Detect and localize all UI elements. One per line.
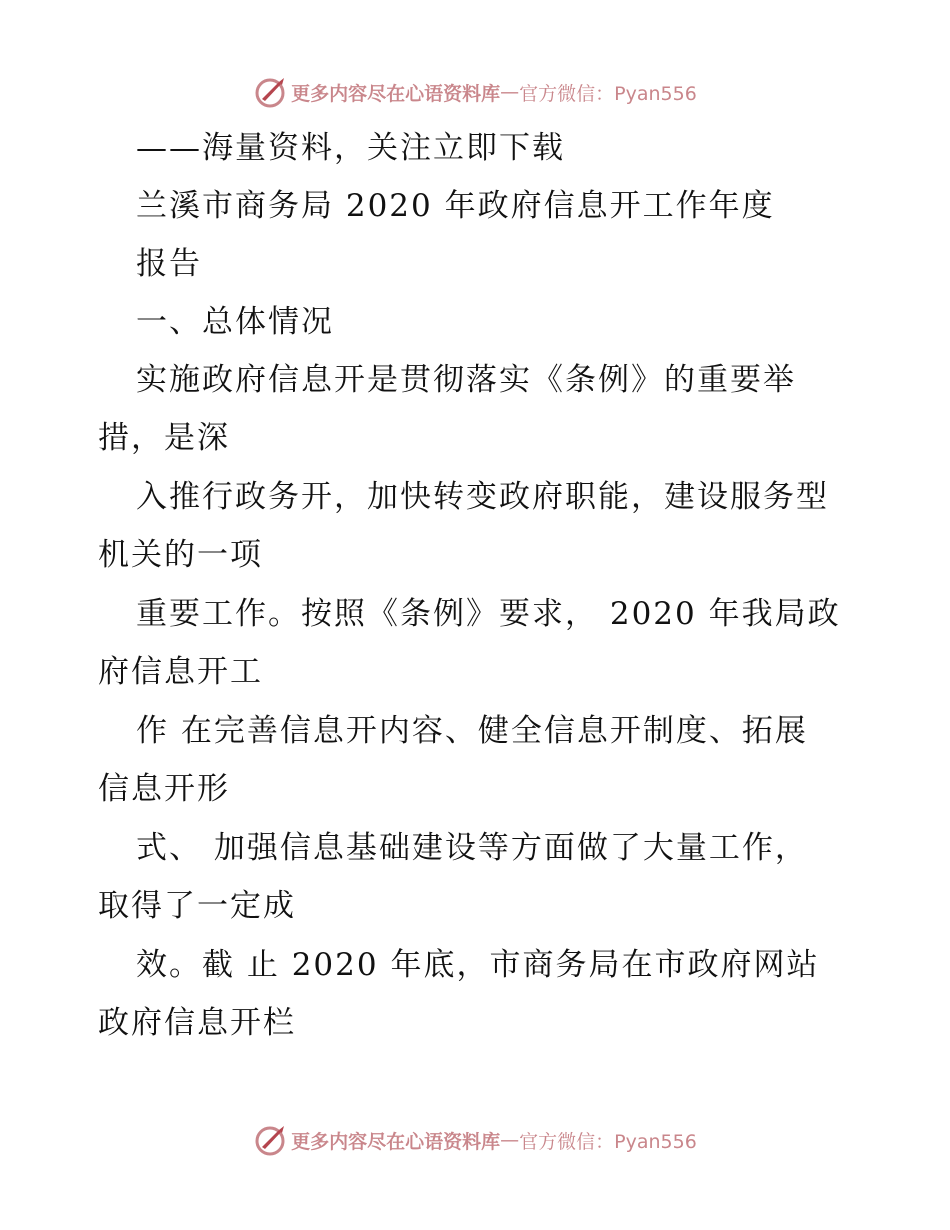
doc-line: 信息开形 xyxy=(98,771,230,807)
header-banner xyxy=(0,72,950,112)
doc-line: 入推行政务开，加快转变政府职能，建设服务型 xyxy=(136,479,829,515)
quill-seal-icon xyxy=(253,1123,287,1157)
doc-line: ——海量资料，关注立即下载 xyxy=(136,130,565,166)
doc-line: 式、 加强信息基础建设等方面做了大量工作， xyxy=(136,830,808,866)
doc-title-cont: 报告 xyxy=(136,246,202,282)
doc-line: 实施政府信息开是贯彻落实《条例》的重要举 xyxy=(136,362,796,398)
banner-site-text: 更多内容尽在心语资料库 xyxy=(291,82,501,105)
doc-title: 兰溪市商务局 2020 年政府信息开工作年度 xyxy=(136,188,775,224)
doc-line: 作 在完善信息开内容、健全信息开制度、拓展 xyxy=(136,713,808,749)
doc-line: 措，是深 xyxy=(98,420,230,456)
banner-separator: — xyxy=(500,81,520,103)
banner-wechat-text: 官方微信：Pyan556 xyxy=(519,1130,697,1153)
banner-site-text: 更多内容尽在心语资料库 xyxy=(291,1130,501,1153)
doc-line: 府信息开工 xyxy=(98,654,263,690)
doc-line: 效。截 止 2020 年底，市商务局在市政府网站 xyxy=(136,947,820,983)
banner-separator: — xyxy=(500,1129,520,1151)
quill-seal-icon xyxy=(253,75,287,109)
section-heading: 一、总体情况 xyxy=(136,304,334,340)
doc-line: 政府信息开栏 xyxy=(98,1005,296,1041)
banner-wechat-text: 官方微信：Pyan556 xyxy=(519,82,697,105)
footer-banner xyxy=(0,1120,950,1160)
doc-line: 机关的一项 xyxy=(98,537,263,573)
doc-line: 重要工作。按照《条例》要求， 2020 年我局政 xyxy=(136,596,841,632)
doc-line: 取得了一定成 xyxy=(98,888,296,924)
